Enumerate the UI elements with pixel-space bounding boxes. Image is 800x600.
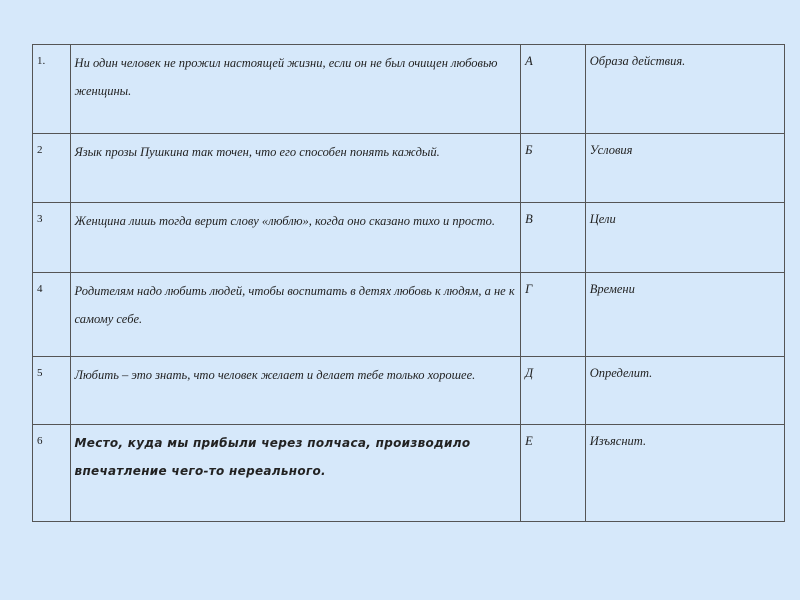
sentence-text: Язык прозы Пушкина так точен, что его способен понять каждый. [70, 134, 521, 203]
option-letter: В [521, 203, 586, 273]
table-row [33, 425, 785, 522]
table-row [33, 273, 785, 357]
option-letter: А [521, 45, 586, 134]
sentence-text: Родителям надо любить людей, чтобы воспитать в детях любовь к людям, а не к самому себе. [70, 273, 521, 357]
row-number: 5 [33, 357, 71, 425]
clause-type: Условия [585, 134, 784, 203]
option-letter: Б [521, 134, 586, 203]
matching-table [32, 44, 785, 522]
row-number: 6 [33, 425, 71, 522]
row-number: 1. [33, 45, 71, 134]
clause-type: Цели [585, 203, 784, 273]
sentence-text: Женщина лишь тогда верит слову «люблю», когда оно сказано тихо и просто. [70, 203, 521, 273]
sentence-text: Любить – это знать, что человек желает и делает тебе только хорошее. [70, 357, 521, 425]
table-row [33, 203, 785, 273]
table-row [33, 45, 785, 134]
clause-type: Времени [585, 273, 784, 357]
option-letter: Д [521, 357, 586, 425]
row-number: 4 [33, 273, 71, 357]
clause-type: Образа действия. [585, 45, 784, 134]
sentence-text: Место, куда мы прибыли через полчаса, производило впечатление чего-то нереального. [70, 425, 521, 522]
row-number: 3 [33, 203, 71, 273]
option-letter: Г [521, 273, 586, 357]
clause-type: Определит. [585, 357, 784, 425]
row-number: 2 [33, 134, 71, 203]
table-row [33, 134, 785, 203]
clause-type: Изъяснит. [585, 425, 784, 522]
option-letter: Е [521, 425, 586, 522]
table-row [33, 357, 785, 425]
sentence-text: Ни один человек не прожил настоящей жизни, если он не был очищен любовью женщины. [70, 45, 521, 134]
